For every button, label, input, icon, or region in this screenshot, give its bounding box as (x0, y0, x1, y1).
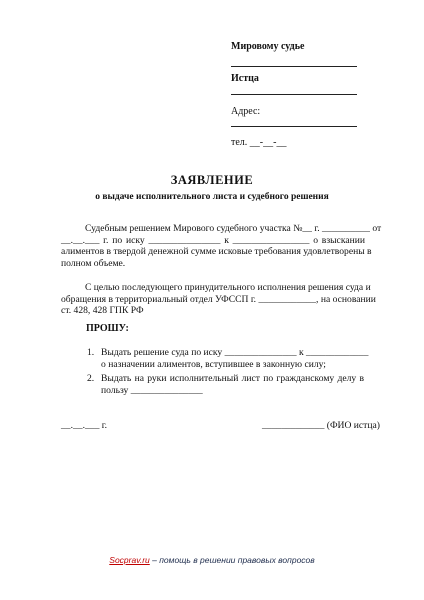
date-field: __.__.___ г. (61, 420, 108, 431)
addressee-line (231, 66, 357, 67)
request-number: 1. (87, 347, 95, 358)
paragraph-line: __.__.___ г. по иску _______________ к ________________ о взыскании (61, 234, 365, 246)
request-item-1 (101, 347, 369, 370)
signature-field: _____________ (ФИО истца) (262, 420, 380, 431)
paragraph-court-decision (61, 223, 382, 269)
plaintiff-line (231, 94, 357, 95)
paragraph-enforcement (61, 282, 376, 317)
plaintiff-label: Истца (231, 73, 259, 84)
paragraph-line: полном объеме. (61, 257, 126, 269)
request-line: Выдать на руки исполнительный лист по гражданскому делу в (101, 373, 364, 384)
address-label: Адрес: (231, 106, 261, 117)
paragraph-line: ст. 428, 428 ГПК РФ (61, 305, 144, 317)
paragraph-line: Судебным решением Мирового судебного участка №__ г. __________ от (85, 223, 382, 234)
document-subtitle: о выдаче исполнительного листа и судебного решения (95, 192, 329, 202)
addressee-label: Мировому судье (231, 41, 305, 52)
document-title: ЗАЯВЛЕНИЕ (170, 173, 254, 187)
request-number: 2. (87, 373, 95, 384)
request-line: о назначении алиментов, вступившее в законную силу; (101, 358, 326, 370)
phone-label: тел. __-__-__ (231, 137, 287, 148)
footer-credit (0, 555, 424, 565)
paragraph-line: алиментов в твердой денежной сумме исковые требования удовлетворены в (61, 246, 372, 258)
request-line: Выдать решение суда по иску _______________ к _____________ (101, 347, 369, 358)
footer-tagline: – помощь в решении правовых вопросов (149, 555, 315, 565)
request-heading: ПРОШУ: (86, 323, 129, 334)
request-line: пользу _______________ (101, 384, 203, 396)
paragraph-line: обращения в территориальный отдел УФССП г. ____________, на основании (61, 293, 376, 305)
footer-brand-link[interactable]: Socprav.ru (109, 555, 150, 565)
address-line (231, 126, 357, 127)
paragraph-line: С целью последующего принудительного исполнения решения суда и (85, 282, 371, 293)
request-item-2 (101, 373, 364, 396)
